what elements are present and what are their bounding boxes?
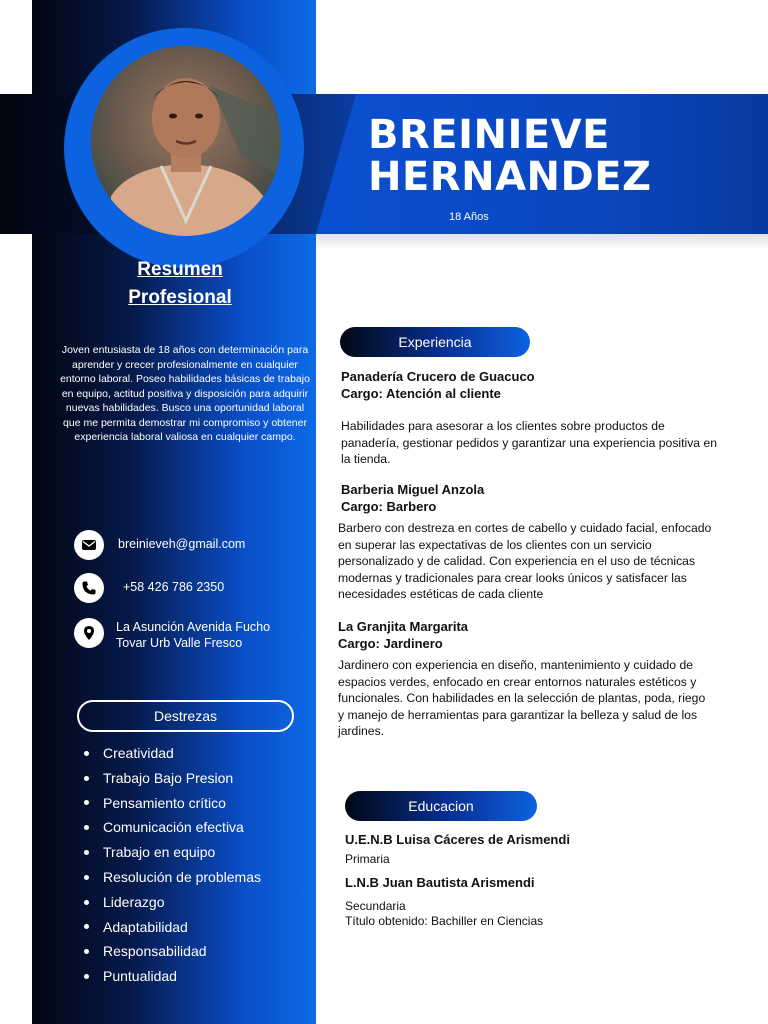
skill-item: Puntualidad xyxy=(84,964,261,989)
header-band-shadow xyxy=(316,234,768,250)
email-text[interactable]: breinieveh@gmail.com xyxy=(118,537,246,551)
age-label: 18 Años xyxy=(449,211,489,223)
job-1-role: Cargo: Atención al cliente xyxy=(341,386,501,401)
skill-item: Adaptabilidad xyxy=(84,915,261,940)
name-line-last: HERNANDEZ xyxy=(368,154,652,200)
education-1-level: Primaria xyxy=(345,852,390,866)
job-3-role: Cargo: Jardinero xyxy=(338,636,443,651)
location-icon xyxy=(74,618,104,648)
contact-address xyxy=(74,618,296,651)
education-1-school: U.E.N.B Luisa Cáceres de Arismendi xyxy=(345,832,570,847)
skills-heading: Destrezas xyxy=(77,700,294,732)
resumen-heading-line1: Resumen xyxy=(137,259,223,280)
skill-item: Resolución de problemas xyxy=(84,865,261,890)
education-2-degree: Título obtenido: Bachiller en Ciencias xyxy=(345,914,544,928)
job-1-description: Habilidades para asesorar a los clientes sobre productos de panadería, gestionar pedidos y garantizar una experiencia positiva en la tienda. xyxy=(341,419,718,466)
contact-email[interactable] xyxy=(74,530,245,560)
skill-item: Liderazgo xyxy=(84,890,261,915)
profile-photo-illustration xyxy=(91,46,281,236)
job-1-company: Panadería Crucero de Guacuco xyxy=(341,369,535,384)
email-icon xyxy=(74,530,104,560)
skill-item: Trabajo en equipo xyxy=(84,840,261,865)
skills-list xyxy=(84,741,261,989)
job-2-header xyxy=(341,481,484,515)
job-2-role: Cargo: Barbero xyxy=(341,499,437,514)
education-2-level: Secundaria xyxy=(345,899,406,913)
full-name xyxy=(368,114,748,198)
skill-item: Pensamiento crítico xyxy=(84,791,261,816)
contact-phone[interactable] xyxy=(74,573,224,603)
skill-item: Responsabilidad xyxy=(84,939,261,964)
skill-item: Comunicación efectiva xyxy=(84,815,261,840)
profile-photo xyxy=(91,46,281,236)
resumen-heading-line2: Profesional xyxy=(128,287,232,308)
job-2-company: Barberia Miguel Anzola xyxy=(341,482,485,497)
job-3-header xyxy=(338,618,468,652)
resumen-heading xyxy=(90,256,270,312)
job-3-company: La Granjita Margarita xyxy=(338,619,469,634)
name-line-first: BREINIEVE xyxy=(368,112,610,158)
education-heading: Educacion xyxy=(345,791,537,821)
resumen-text: Joven entusiasta de 18 años con determinación para aprender y crecer profesionalmente en cualquier entorno laboral. Poseo habilidades básicas de trabajo en equipo, actitud positiva y disposición para adquirir nuevas habilidades. Busco una oportunidad laboral que me permita demostrar mi compromiso y obtener experiencia laboral valiosa en cualquier campo. xyxy=(60,344,310,443)
education-2-school: L.N.B Juan Bautista Arismendi xyxy=(345,875,535,890)
skill-item: Trabajo Bajo Presion xyxy=(84,766,261,791)
skill-item: Creatividad xyxy=(84,741,261,766)
experience-heading: Experiencia xyxy=(340,327,530,357)
phone-text[interactable]: +58 426 786 2350 xyxy=(123,580,225,594)
job-1-header xyxy=(341,368,535,402)
address-text: La Asunción Avenida Fucho Tovar Urb Valle Fresco xyxy=(116,620,271,650)
job-2-description: Barbero con destreza en cortes de cabello y cuidado facial, enfocado en superar las expectativas de los clientes con un servicio personalizado y de calidad. Con experiencia en el uso de técnicas modernas y tradicionales para crear looks únicos y satisfacer las necesidades estéticas de cada cliente xyxy=(338,521,712,601)
job-3-description: Jardinero con experiencia en diseño, mantenimiento y cuidado de espacios verdes, enfocado en crear entornos naturales estéticos y funcionales. Con habilidades en la selección de plantas, poda, riego y manejo de herramientas para garantizar la belleza y salud de los jardines. xyxy=(338,658,706,738)
phone-icon xyxy=(74,573,104,603)
